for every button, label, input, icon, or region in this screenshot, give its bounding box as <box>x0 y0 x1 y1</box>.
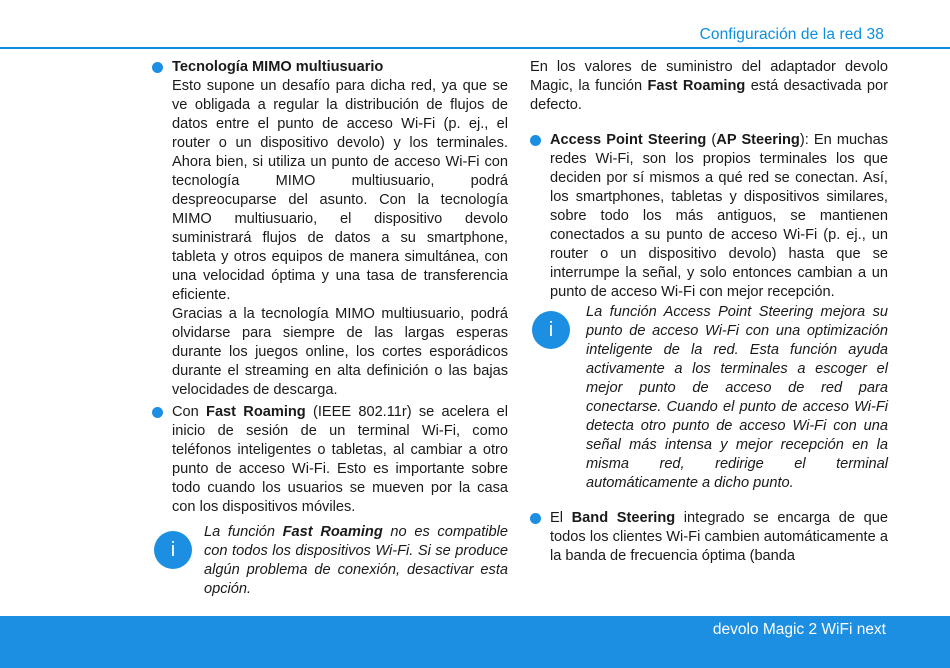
header-rule <box>0 47 950 49</box>
info-note-fast-roaming <box>152 523 508 599</box>
info-icon: i <box>154 531 192 569</box>
info-icon: i <box>532 311 570 349</box>
footer-product-name: devolo Magic 2 WiFi next <box>712 621 886 638</box>
list-item-band-steering <box>530 509 888 566</box>
note-text: La función Fast Roaming no es compatible con todos los dispositivos Wi-Fi. Si se produce algún problema de conexión, desactivar esta opción. <box>204 524 508 597</box>
fast-roaming-paragraph: Con Fast Roaming (IEEE 802.11r) se acelera el inicio de sesión de un terminal Wi-Fi, como teléfonos inteligentes o tabletas, al cambiar a otro punto de acceso Wi-Fi. Esto es importante sobre todo cuando los usuarios se mueven por la casa con los dispositivos móviles. <box>172 404 508 515</box>
running-header: Configuración de la red 38 <box>699 26 884 43</box>
bullet-icon <box>152 62 163 73</box>
info-note-ap-steering <box>530 303 888 493</box>
band-steering-paragraph: El Band Steering integrado se encarga de que todos los clientes Wi-Fi cambien automáticamente a la banda de frecuencia óptima (banda <box>550 510 888 564</box>
note-text: La función Access Point Steering mejora su punto de acceso Wi-Fi con una optimización inteligente de la red. Esta función ayuda activamente a los terminales a escoger el mejor punto de acceso de red para conectarse. Cuando el punto de acceso Wi-Fi detecta otro punto de acceso Wi-Fi con una señal más intensa y mejor recepción en la misma red, redirige el terminal automáticamente a dicho punto. <box>586 304 888 491</box>
list-item-mimo <box>152 58 508 400</box>
bullet-icon <box>152 407 163 418</box>
footer-bar <box>0 616 950 668</box>
bullet-icon <box>530 513 541 524</box>
list-item-ap-steering <box>530 131 888 302</box>
mimo-heading: Tecnología MIMO multiusuario <box>172 59 384 75</box>
bullet-icon <box>530 135 541 146</box>
mimo-paragraph-2: Gracias a la tecnología MIMO multiusuario, podrá olvidarse para siempre de las largas esperas durante los juegos online, los cortes esporádicos durante el streaming en alta definición o las bajas velocidades de descarga. <box>172 306 508 398</box>
ap-steering-paragraph: Access Point Steering (AP Steering): En muchas redes Wi-Fi, son los propios terminales los que deciden por sí mismos a qué red se conectan. Así, los smartphones, tabletas y dispositivos similares, sobre todo los más antiguos, se mantienen conectados a su punto de acceso Wi-Fi (p. ej., un router o un dispositivo devolo) hasta que se interrumpe la señal, y solo entonces cambian a un punto de acceso Wi-Fi con mejor recepción. <box>550 132 888 300</box>
intro-paragraph: En los valores de suministro del adaptador devolo Magic, la función Fast Roaming está desactivada por defecto. <box>530 59 888 113</box>
left-column <box>152 58 508 599</box>
mimo-paragraph-1: Esto supone un desafío para dicha red, ya que se ve obligada a regular la distribución de flujos de datos entre el punto de acceso Wi-Fi (p. ej., el router o un dispositivo devolo) y los terminales. Ahora bien, si utiliza un punto de acceso Wi-Fi con tecnología MIMO multiusuario, podrá despreocuparse del asunto. Con la tecnología MIMO multiusuario, el dispositivo devolo suministrará flujos de datos a su smartphone, tableta y otros equipos de manera simultánea, con una velocidad óptima y una tasa de transferencia eficiente. <box>172 78 508 303</box>
list-item-fast-roaming <box>152 403 508 517</box>
right-column <box>530 58 888 566</box>
